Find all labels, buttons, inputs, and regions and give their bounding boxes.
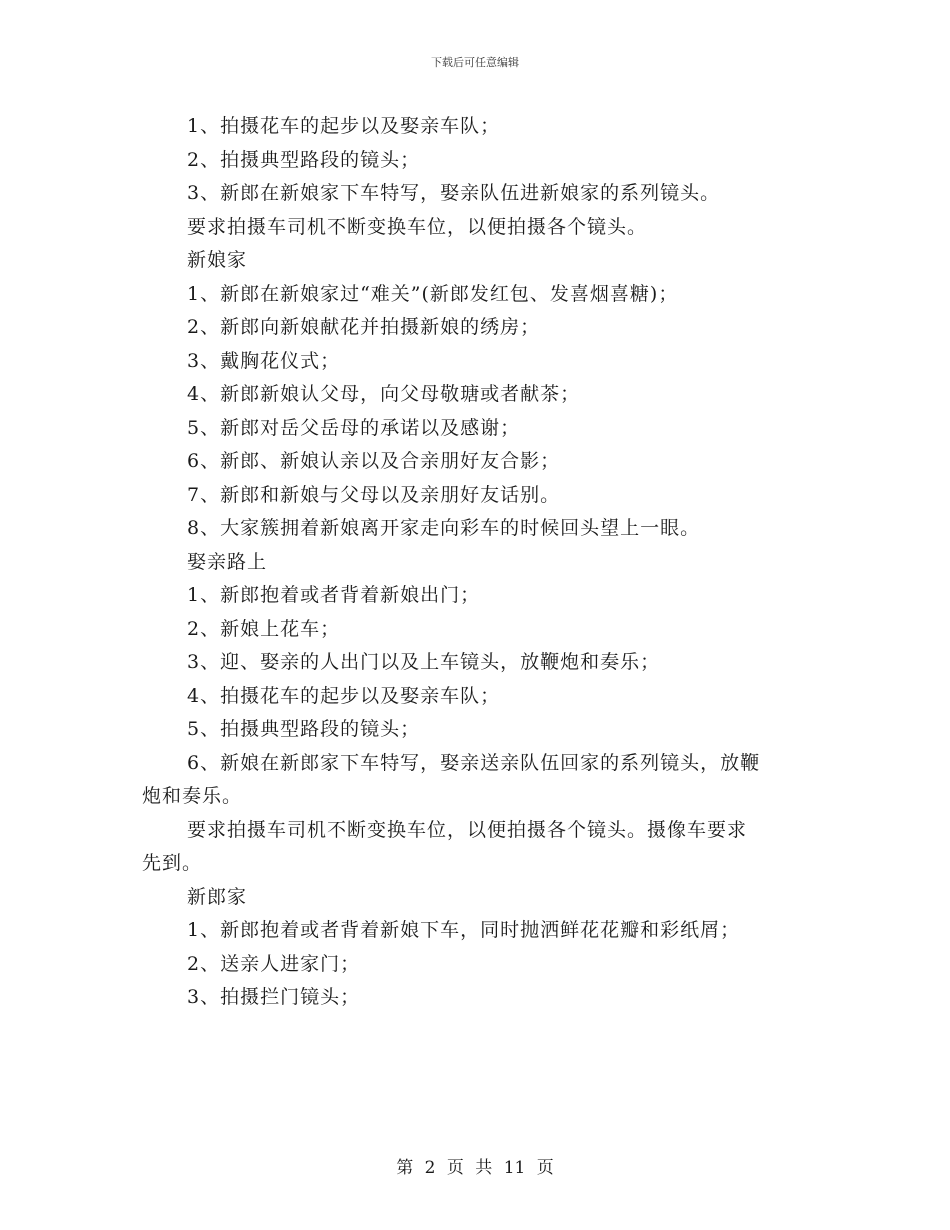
body-line: 1、新郎在新娘家过“难关”(新郎发红包、发喜烟喜糖)；: [187, 282, 679, 305]
body-line: 3、戴胸花仪式；: [187, 349, 341, 372]
body-line: 8、大家簇拥着新娘离开家走向彩车的时候回头望上一眼。: [187, 517, 701, 539]
body-line: 要求拍摄车司机不断变换车位，以便拍摄各个镜头。摄像车要求: [187, 818, 748, 841]
body-line: 2、新郎向新娘献花并拍摄新娘的绣房；: [187, 316, 541, 338]
body-line: 2、拍摄典型路段的镜头；: [187, 148, 421, 171]
body-line: 1、新郎抱着或者背着新娘下车，同时抛洒鲜花花瓣和彩纸屑；: [187, 919, 741, 941]
body-line-continued: 炮和奏乐。: [142, 785, 243, 807]
document-body: [142, 110, 822, 1015]
body-line: 7、新郎和新娘与父母以及亲朋好友话别。: [187, 483, 561, 506]
body-line: 2、送亲人进家门；: [187, 952, 361, 975]
body-line: 3、拍摄拦门镜头；: [187, 986, 361, 1008]
body-line: 6、新娘在新郎家下车特写，娶亲送亲队伍回家的系列镜头，放鞭: [187, 751, 761, 774]
page-number-footer: 第 2 页 共 11 页: [396, 1158, 554, 1178]
section-heading: 娶亲路上: [187, 550, 268, 573]
body-line: 2、新娘上花车；: [187, 617, 341, 640]
body-line: 4、新郎新娘认父母，向父母敬瑭或者献茶；: [187, 383, 581, 405]
page-header: 下载后可任意编辑: [431, 56, 519, 69]
body-line: 1、新郎抱着或者背着新娘出门；: [187, 584, 481, 606]
body-line: 4、拍摄花车的起步以及娶亲车队；: [187, 684, 501, 707]
body-line-continued: 先到。: [142, 852, 203, 874]
section-heading: 新郎家: [187, 885, 248, 908]
body-line: 5、新郎对岳父岳母的承诺以及感谢；: [187, 416, 521, 439]
body-line: 要求拍摄车司机不断变换车位，以便拍摄各个镜头。: [187, 215, 648, 238]
body-line: 6、新郎、新娘认亲以及合亲朋好友合影；: [187, 450, 561, 472]
body-line: 1、拍摄花车的起步以及娶亲车队；: [187, 115, 501, 137]
body-line: 3、新郎在新娘家下车特写，娶亲队伍进新娘家的系列镜头。: [187, 182, 721, 204]
section-heading: 新娘家: [187, 249, 248, 271]
body-line: 3、迎、娶亲的人出门以及上车镜头，放鞭炮和奏乐；: [187, 651, 661, 673]
body-line: 5、拍摄典型路段的镜头；: [187, 718, 421, 740]
